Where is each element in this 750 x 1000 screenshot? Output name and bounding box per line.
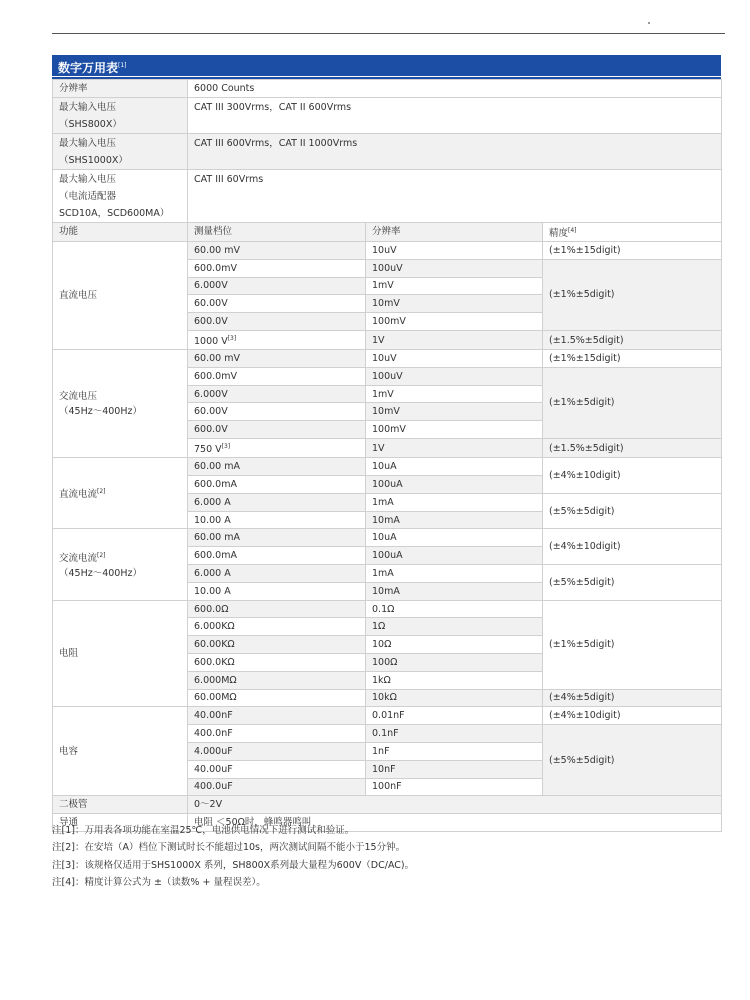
spec-label: 最大输入电压 （电流适配器 SCD10A，SCD600MA） xyxy=(53,169,188,222)
function-resistance: 电阻 xyxy=(53,600,188,707)
range-cell: 600.0mV xyxy=(188,259,366,277)
spec-label: 最大输入电压 （SHS800X） xyxy=(53,97,188,133)
spec-value: CAT III 300Vrms，CAT II 600Vrms xyxy=(188,97,722,133)
range-cell: 6.000MΩ xyxy=(188,671,366,689)
footnote: 注[3]：该规格仅适用于SHS1000X 系列，SH800X系列最大量程为600V（DC/AC)。 xyxy=(52,859,415,871)
accuracy-cell: (±1%±5digit) xyxy=(543,259,722,330)
function-dc-voltage: 直流电压 xyxy=(53,241,188,349)
table-row xyxy=(53,241,722,259)
range-cell: 10.00 A xyxy=(188,582,366,600)
range-cell: 6.000 A xyxy=(188,493,366,511)
range-cell: 600.0mA xyxy=(188,547,366,565)
diode-value: 0～2V xyxy=(188,796,722,814)
col-accuracy: 精度[4] xyxy=(543,222,722,241)
section-title: 数字万用表 xyxy=(58,61,119,75)
range-cell: 10.00 A xyxy=(188,511,366,529)
resolution-cell: 10uV xyxy=(366,350,543,368)
diode-row xyxy=(53,796,722,814)
range-cell: 750 V[3] xyxy=(188,439,366,458)
accuracy-cell: (±5%±5digit) xyxy=(543,493,722,529)
spec-value: CAT III 60Vrms xyxy=(188,169,722,222)
table-row xyxy=(53,350,722,368)
continuity-label: 导通 xyxy=(53,814,188,832)
spec-row-resolution xyxy=(53,80,722,98)
resolution-cell: 0.1Ω xyxy=(366,600,543,618)
continuity-value: 电阻 ＜50Ω时，蜂鸣器鸣叫 xyxy=(188,814,722,832)
resolution-cell: 0.1nF xyxy=(366,725,543,743)
resolution-cell: 10uA xyxy=(366,529,543,547)
range-cell: 600.0KΩ xyxy=(188,654,366,672)
resolution-cell: 100uA xyxy=(366,547,543,565)
resolution-cell: 1V xyxy=(366,439,543,458)
top-rule xyxy=(52,33,725,34)
range-cell: 40.00uF xyxy=(188,760,366,778)
range-cell: 40.00nF xyxy=(188,707,366,725)
resolution-cell: 100mV xyxy=(366,421,543,439)
range-cell: 60.00MΩ xyxy=(188,689,366,707)
accuracy-cell: (±4%±10digit) xyxy=(543,707,722,725)
function-capacitance: 电容 xyxy=(53,707,188,796)
column-header-row xyxy=(53,222,722,241)
range-cell: 600.0mA xyxy=(188,476,366,494)
col-function: 功能 xyxy=(53,222,188,241)
range-cell: 6.000 A xyxy=(188,565,366,583)
range-cell: 1000 V[3] xyxy=(188,330,366,349)
accuracy-cell: (±1.5%±5digit) xyxy=(543,439,722,458)
footnote: 注[1]：万用表各项功能在室温25℃，电池供电情况下进行测试和验证。 xyxy=(52,825,355,836)
footnote: 注[2]：在安培（A）档位下测试时长不能超过10s，两次测试间隔不能小于15分钟。 xyxy=(52,842,406,854)
function-ac-current: 交流电流[2] （45Hz～400Hz） xyxy=(53,529,188,600)
resolution-cell: 10mV xyxy=(366,295,543,313)
resolution-cell: 100uA xyxy=(366,476,543,494)
resolution-cell: 10uA xyxy=(366,458,543,476)
range-cell: 60.00V xyxy=(188,403,366,421)
table-row xyxy=(53,600,722,618)
spec-sheet xyxy=(52,55,721,832)
resolution-cell: 1nF xyxy=(366,742,543,760)
col-resolution: 分辨率 xyxy=(366,222,543,241)
range-cell: 400.0nF xyxy=(188,725,366,743)
spec-label: 分辨率 xyxy=(53,80,188,98)
resolution-cell: 1mV xyxy=(366,385,543,403)
diode-label: 二极管 xyxy=(53,796,188,814)
resolution-cell: 10uV xyxy=(366,241,543,259)
resolution-cell: 1mA xyxy=(366,493,543,511)
spec-row-max-input-shs1000x xyxy=(53,133,722,169)
resolution-cell: 10mA xyxy=(366,582,543,600)
section-title-note: [1] xyxy=(118,62,127,69)
footnotes xyxy=(52,822,414,891)
resolution-cell: 1Ω xyxy=(366,618,543,636)
range-cell: 600.0V xyxy=(188,421,366,439)
resolution-cell: 100uV xyxy=(366,367,543,385)
section-header xyxy=(52,55,721,76)
range-cell: 60.00 mA xyxy=(188,529,366,547)
accuracy-cell: (±4%±5digit) xyxy=(543,689,722,707)
range-cell: 6.000V xyxy=(188,277,366,295)
range-cell: 6.000KΩ xyxy=(188,618,366,636)
function-dc-current: 直流电流[2] xyxy=(53,458,188,529)
resolution-cell: 10mA xyxy=(366,511,543,529)
accuracy-cell: (±1.5%±5digit) xyxy=(543,330,722,349)
spec-table xyxy=(52,79,722,832)
accuracy-cell: (±4%±10digit) xyxy=(543,458,722,494)
resolution-cell: 1V xyxy=(366,330,543,349)
accuracy-cell: (±1%±15digit) xyxy=(543,241,722,259)
range-cell: 6.000V xyxy=(188,385,366,403)
table-row xyxy=(53,529,722,547)
spec-row-max-input-adapter xyxy=(53,169,722,222)
decorative-dot xyxy=(648,22,650,24)
spec-label: 最大输入电压 （SHS1000X） xyxy=(53,133,188,169)
resolution-cell: 10kΩ xyxy=(366,689,543,707)
range-cell: 60.00 mV xyxy=(188,241,366,259)
accuracy-cell: (±1%±15digit) xyxy=(543,350,722,368)
function-ac-voltage: 交流电压 （45Hz～400Hz） xyxy=(53,350,188,458)
col-range: 测量档位 xyxy=(188,222,366,241)
spec-row-max-input-shs800x xyxy=(53,97,722,133)
range-cell: 60.00 mV xyxy=(188,350,366,368)
resolution-cell: 10nF xyxy=(366,760,543,778)
range-cell: 60.00KΩ xyxy=(188,636,366,654)
footnote: 注[4]：精度计算公式为 ±（读数% + 量程误差）。 xyxy=(52,876,266,888)
table-row xyxy=(53,707,722,725)
resolution-cell: 100nF xyxy=(366,778,543,796)
spec-value: CAT III 600Vrms，CAT II 1000Vrms xyxy=(188,133,722,169)
resolution-cell: 0.01nF xyxy=(366,707,543,725)
accuracy-cell: (±5%±5digit) xyxy=(543,725,722,796)
resolution-cell: 10Ω xyxy=(366,636,543,654)
resolution-cell: 100Ω xyxy=(366,654,543,672)
spec-value: 6000 Counts xyxy=(188,80,722,98)
table-row xyxy=(53,458,722,476)
range-cell: 600.0Ω xyxy=(188,600,366,618)
accuracy-cell: (±1%±5digit) xyxy=(543,367,722,438)
resolution-cell: 100uV xyxy=(366,259,543,277)
resolution-cell: 100mV xyxy=(366,313,543,331)
accuracy-cell: (±5%±5digit) xyxy=(543,565,722,601)
range-cell: 400.0uF xyxy=(188,778,366,796)
resolution-cell: 10mV xyxy=(366,403,543,421)
accuracy-cell: (±4%±10digit) xyxy=(543,529,722,565)
range-cell: 600.0mV xyxy=(188,367,366,385)
range-cell: 600.0V xyxy=(188,313,366,331)
range-cell: 4.000uF xyxy=(188,742,366,760)
range-cell: 60.00V xyxy=(188,295,366,313)
range-cell: 60.00 mA xyxy=(188,458,366,476)
resolution-cell: 1kΩ xyxy=(366,671,543,689)
resolution-cell: 1mA xyxy=(366,565,543,583)
accuracy-cell: (±1%±5digit) xyxy=(543,600,722,689)
resolution-cell: 1mV xyxy=(366,277,543,295)
